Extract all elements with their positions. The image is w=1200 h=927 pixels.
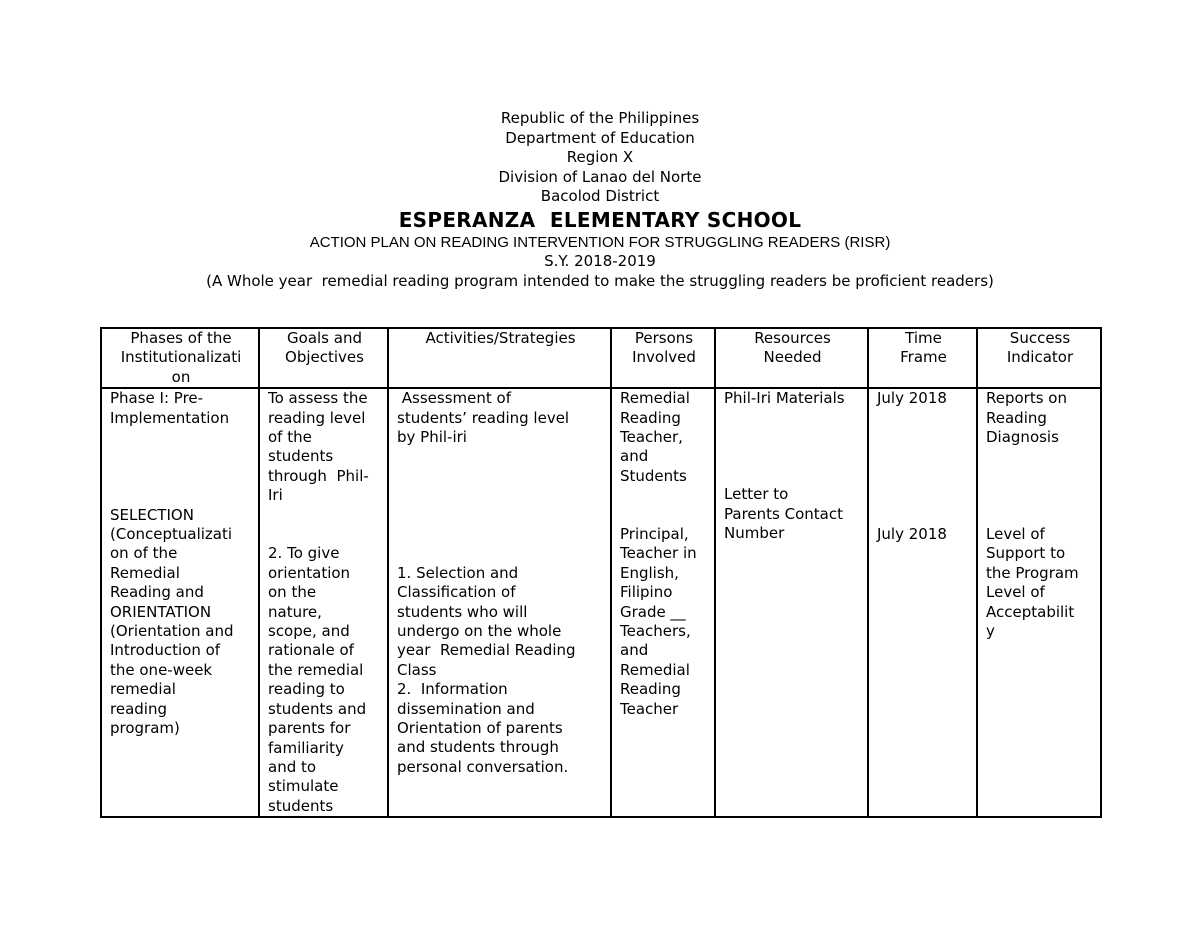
persons-selection: Principal, Teacher in English, Filipino Grade __ Teachers, and Remedial Reading Teacher xyxy=(620,525,697,718)
table-header-row xyxy=(101,328,1101,388)
column-header-success: Success Indicator xyxy=(977,328,1101,388)
cell-persons xyxy=(611,388,715,817)
resource-phil-iri: Phil-Iri Materials xyxy=(724,389,845,408)
department-line: Department of Education xyxy=(505,128,695,147)
school-year: S.Y. 2018-2019 xyxy=(544,252,656,270)
phase-selection-orientation: SELECTION (Conceptualizati on of the Remedial Reading and ORIENTATION (Orientation and Introduction of the one-week remedial reading program) xyxy=(110,505,234,738)
document-header xyxy=(0,109,1200,291)
cell-time xyxy=(868,388,977,817)
column-header-persons: Persons Involved xyxy=(611,328,715,388)
republic-line: Republic of the Philippines xyxy=(500,109,700,127)
column-header-goals: Goals and Objectives xyxy=(259,328,388,388)
plan-title: ACTION PLAN ON READING INTERVENTION FOR STRUGGLING READERS (RISR) xyxy=(309,233,891,251)
division-line: Division of Lanao del Norte xyxy=(498,167,702,186)
column-header-resources: Resources Needed xyxy=(715,328,868,388)
time-selection: July 2018 xyxy=(877,524,947,543)
goal-orientation: 2. To give orientation on the nature, scope, and rationale of the remedial reading to students and parents for familiarity and to stimulate students xyxy=(268,544,367,815)
persons-assessment: Remedial Reading Teacher, and Students xyxy=(620,389,690,485)
cell-activities xyxy=(388,388,611,817)
table-row xyxy=(101,388,1101,817)
plan-description: (A Whole year remedial reading program intended to make the struggling readers be proficient readers) xyxy=(206,271,994,290)
activity-selection: 1. Selection and Classification of students who will undergo on the whole year Remedial Reading Class 2. Information dissemination and Orientation of parents and students through personal conversation. xyxy=(397,563,576,776)
action-plan-table xyxy=(100,327,1102,818)
region-line: Region X xyxy=(566,148,634,166)
column-header-time: Time Frame xyxy=(868,328,977,388)
goal-assess: To assess the reading level of the students through Phil- Iri xyxy=(268,389,369,505)
success-support: Level of Support to the Program Level of Acceptabilit y xyxy=(986,525,1079,641)
activity-assessment: Assessment of students’ reading level by Phil-iri xyxy=(397,389,570,447)
phase-pre-implementation: Phase I: Pre- Implementation xyxy=(110,389,230,427)
cell-resources xyxy=(715,388,868,817)
success-reports: Reports on Reading Diagnosis xyxy=(986,389,1067,447)
column-header-phases: Phases of the Institutionalizati on xyxy=(101,328,259,388)
cell-goals xyxy=(259,388,388,817)
cell-phases xyxy=(101,388,259,817)
district-line: Bacolod District xyxy=(540,187,660,205)
cell-success xyxy=(977,388,1101,817)
time-assessment: July 2018 xyxy=(877,389,947,408)
column-header-activities: Activities/Strategies xyxy=(388,328,611,388)
resource-letter: Letter to Parents Contact Number xyxy=(724,485,843,542)
school-name: ESPERANZA ELEMENTARY SCHOOL xyxy=(398,207,802,232)
